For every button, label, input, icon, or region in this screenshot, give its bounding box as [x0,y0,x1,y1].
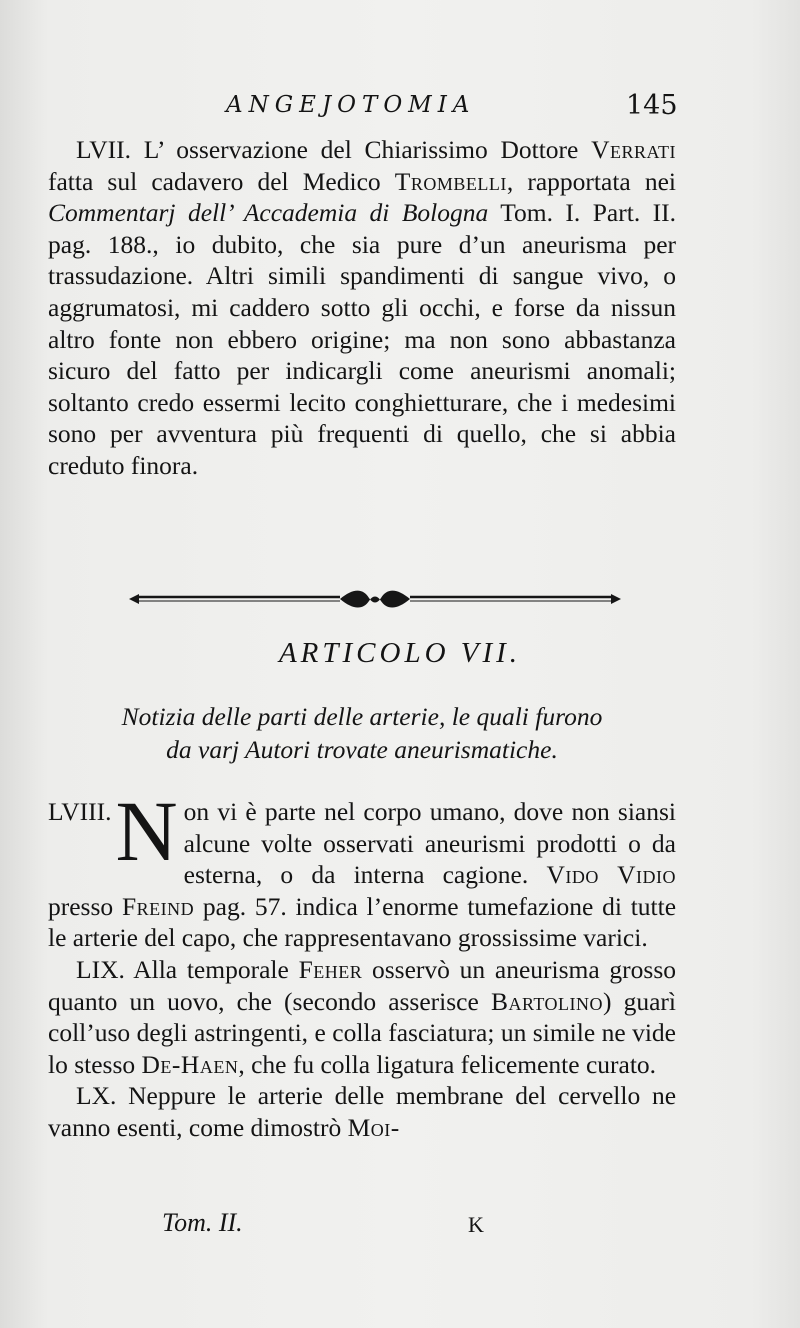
text: osservò un aneurisma grosso quanto un uovo, che (secondo asserisce [48,954,677,1016]
page-footer [0,1208,800,1240]
subtitle-line: da varj Autori trovate aneurismatiche. [166,735,558,764]
text: , rapportata nei [506,166,677,196]
subtitle-line: Notizia delle parti delle arterie, le quali furono [121,702,603,731]
running-head: ANGEJOTOMIA [226,92,476,118]
section-number: LVIII. [48,797,112,826]
text: on vi è parte nel corpo umano, dove non siansi alcune volte osservati aneurismi prodotti o da esterna, o da interna cagione. [183,797,676,890]
person-name: De-Haen [141,1049,239,1079]
volume-mark: Tom. II. [162,1208,243,1237]
text: Tom. I. Part. II. pag. 188., io dubito, che sia pure d’un aneurisma per trassudazione. Altri simili spandimenti di sangue vivo, o aggrumatosi, mi caddero sotto gli occhi, e forse da nissun altro fonte non ebbero origine; ma non sono abbastanza sicuro del fatto per indicargli come aneurismi anomali; soltanto credo essermi lecito conghietturare, che i medesimi sono per avventura più frequenti di quello, che si abbia creduto finora. [48,198,676,480]
text: fatta sul cadavero del Medico [48,166,381,196]
person-name: Vido Vidio [546,860,677,890]
person-name: Bartolino [490,986,604,1016]
text: pag. 57. indica l’enorme tumefazione di tutte le arterie del capo, che rappresentavano grossissime varici. [48,891,677,953]
text: Alla temporale [133,954,289,984]
section-lviii [48,783,677,954]
person-name: Moi- [347,1112,400,1142]
article-title: ARTICOLO VII. [278,637,522,669]
person-name: Verrati [591,135,676,164]
sections-lviii-lx [48,783,677,1144]
section-lx [48,1080,676,1143]
drop-cap: N [115,783,178,879]
ornamental-divider [125,586,625,610]
text: Neppure le arterie delle membrane del cervello ne vanno esenti, come dimostrò [48,1081,677,1142]
section-number: LVII. [76,135,132,164]
signature-mark: K [468,1212,484,1237]
section-number: LX. [76,1081,117,1111]
paragraph [48,134,676,482]
text: ) guarì coll’uso degli astringenti, e colla fasciatura; un simile ne vide lo stesso [48,986,677,1079]
person-name: Trombelli [394,166,507,196]
page-number: 145 [626,90,678,121]
text: presso [48,891,114,921]
citation: Commentarj dell’ Accademia di Bologna [48,198,489,228]
section-lix [48,954,676,1080]
section-number: LIX. [76,954,125,984]
text: , che fu colla ligatura felicemente curato. [238,1049,657,1079]
section-lvii [48,134,676,482]
article-subtitle [48,700,676,766]
page-header [0,92,800,126]
text: L’ osservazione del Chiarissimo Dottore [143,135,579,164]
person-name: Feher [298,954,363,984]
person-name: Freind [121,891,195,921]
